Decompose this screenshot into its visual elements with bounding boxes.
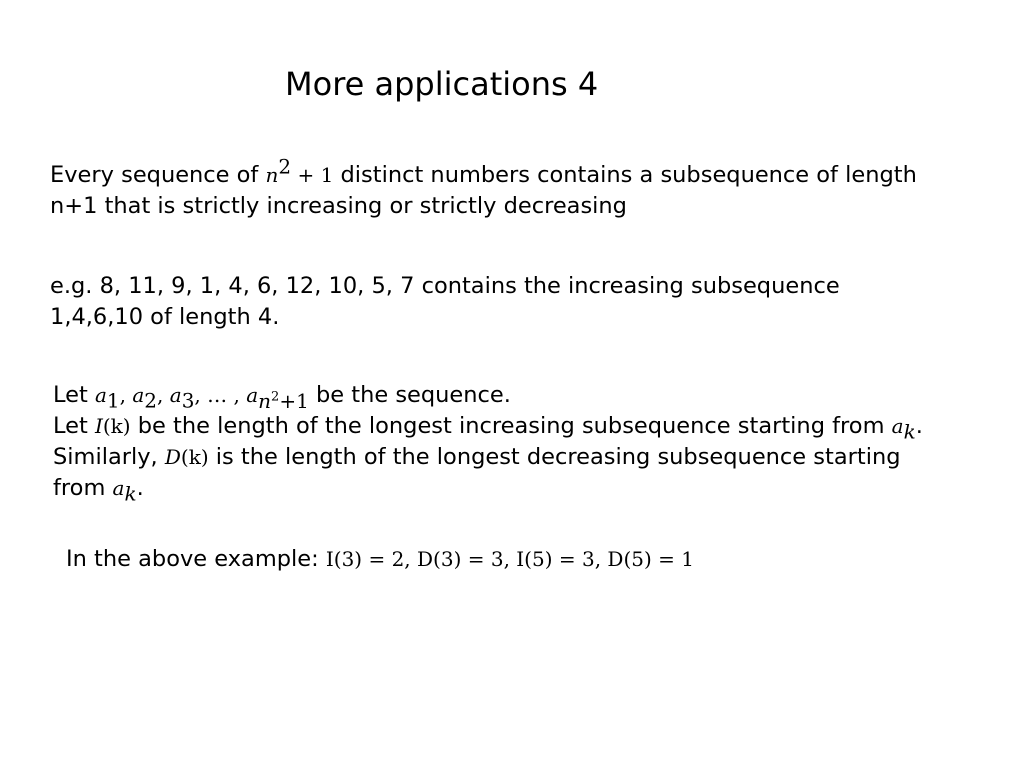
math-plus-one: +1 [279,388,309,413]
def-line-2-text: be the length of the longest increasing subsequence starting from [130,413,892,439]
math-sub: 3 [181,388,195,413]
math-a: a [891,414,904,438]
example-line-1: e.g. 8, 11, 9, 1, 4, 6, 12, 10, 5, 7 contains the increasing subsequence [50,273,840,299]
theorem-prefix: Every sequence of [50,162,266,188]
math-a: a [246,383,259,407]
math-sep: , [119,383,133,407]
period: . [915,413,923,439]
theorem-line-2: n+1 that is strictly increasing or strictly decreasing [50,193,627,219]
above-example-expression: I(3) = 2, D(3) = 3, I(5) = 3, D(5) = 1 [325,547,694,571]
example-statement [50,271,840,333]
math-arg-k: (k) [102,414,131,438]
math-sub: 2 [144,388,158,413]
math-sub-k: k [124,481,137,506]
theorem-suffix: distinct numbers contains a subsequence of length [333,162,917,188]
example-line-2: 1,4,6,10 of length 4. [50,304,280,330]
def-similarly: Similarly, [53,444,165,470]
definition-line-3 [53,442,923,473]
math-n: n [258,388,272,413]
above-example-label: In the above example: [66,546,326,572]
def-let: Let [53,413,95,439]
math-exponent: 2 [271,388,280,404]
above-example [66,544,694,575]
math-n: n [265,163,279,187]
math-sep: , [157,383,170,407]
theorem-statement [50,154,917,222]
math-plus-one: + 1 [291,163,334,187]
math-a: a [94,383,107,407]
period: . [136,475,144,501]
def-from: from [53,475,113,501]
definition-line-1 [53,380,923,411]
math-a: a [132,383,145,407]
def-line-1-suffix: be the sequence. [308,382,511,408]
math-sub: 1 [106,388,120,413]
math-I: I [94,414,103,438]
definition-line-4 [53,473,923,504]
math-a: a [169,383,182,407]
math-a: a [112,476,125,500]
definitions [53,380,923,504]
def-line-3-text: is the length of the longest decreasing subsequence starting [208,444,901,470]
math-ellipsis: , … , [194,383,247,407]
math-sub-n2plus1 [258,389,309,413]
math-arg-k: (k) [180,445,209,469]
math-D: D [164,445,181,469]
definition-line-2 [53,411,923,442]
theorem-line-1 [50,154,917,191]
math-exponent: 2 [278,154,292,179]
math-sub-k: k [903,419,916,444]
def-let: Let [53,382,95,408]
slide-title: More applications 4 [285,65,599,103]
